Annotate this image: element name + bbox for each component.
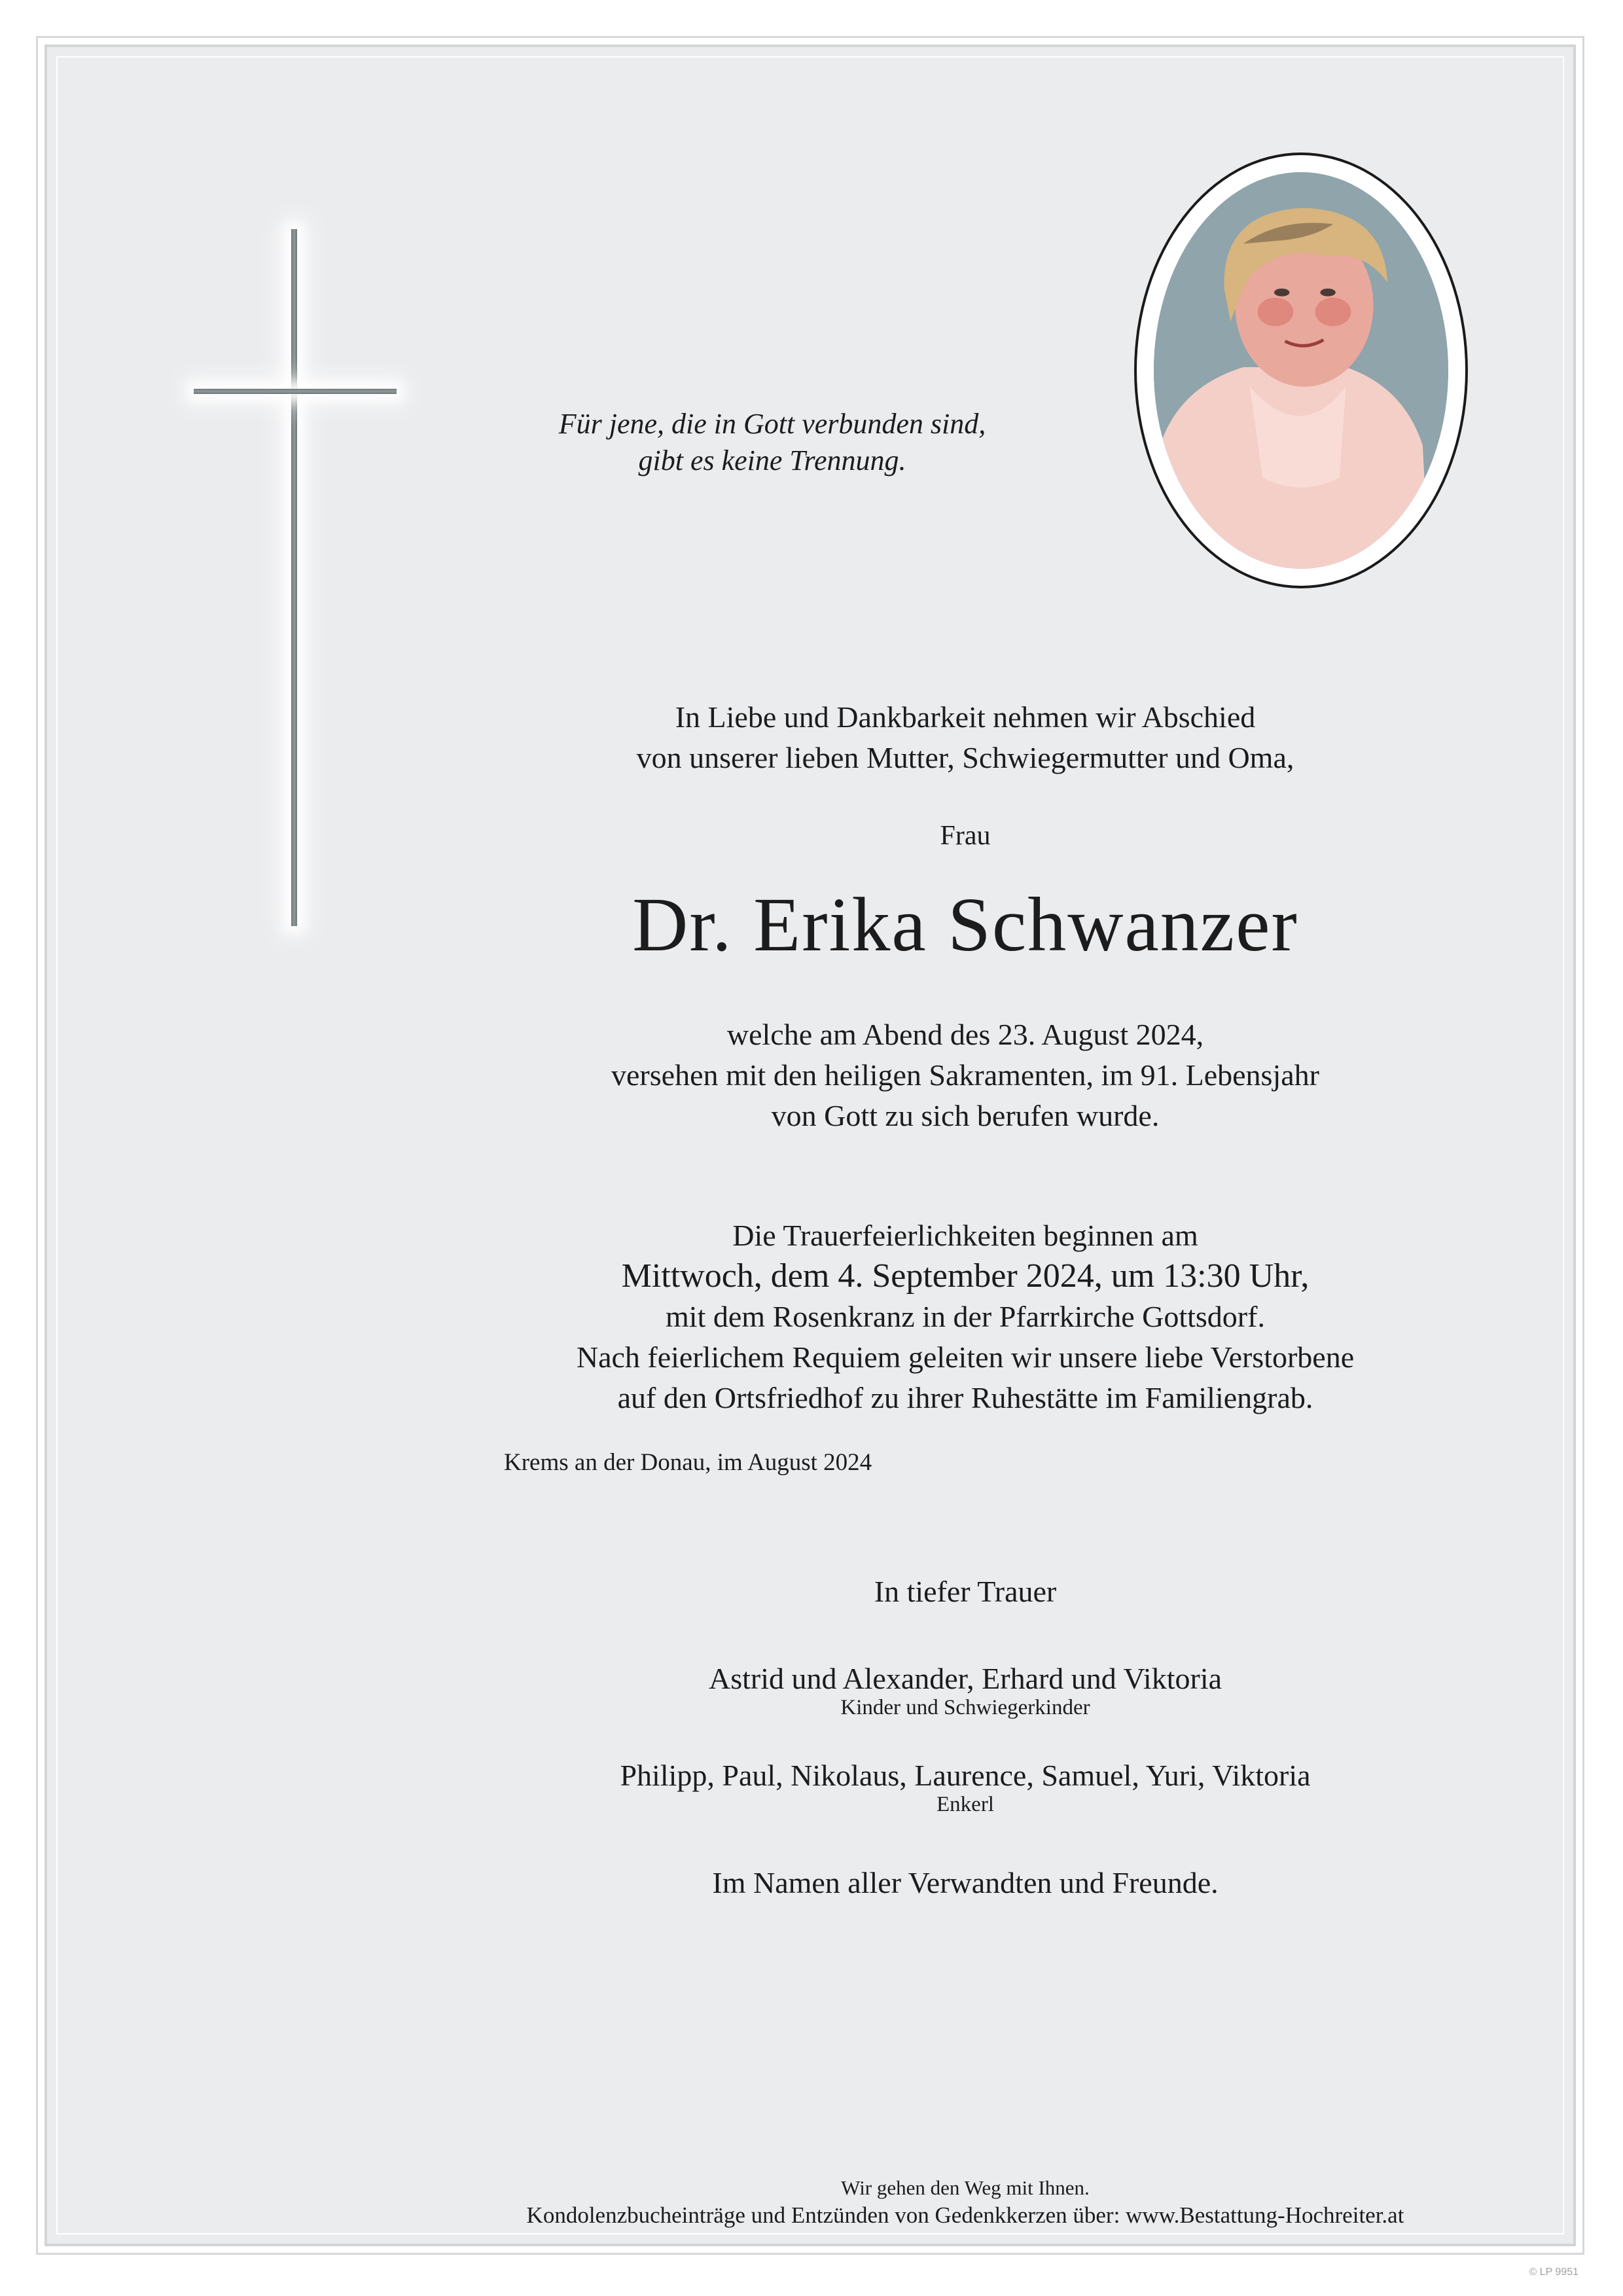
intro-line-1: In Liebe und Dankbarkeit nehmen wir Abschied: [675, 700, 1256, 734]
death-line-1: welche am Abend des 23. August 2024,: [726, 1018, 1204, 1051]
portrait-frame: [1134, 152, 1468, 588]
mourner-names: Philipp, Paul, Nikolaus, Laurence, Samuel, Yuri, Viktoria: [620, 1759, 1311, 1792]
service-line-1: Die Trauerfeierlichkeiten beginnen am: [732, 1219, 1198, 1252]
death-line-3: von Gott zu sich berufen wurde.: [771, 1099, 1160, 1132]
portrait-image: [1154, 172, 1448, 569]
service-line-4: Nach feierlichem Requiem geleiten wir unsere liebe Verstorbene: [576, 1340, 1355, 1374]
mourner-group-children: [458, 1661, 1472, 1720]
copyright-mark: © LP 9951: [1529, 2267, 1578, 2278]
salutation: Frau: [940, 821, 991, 851]
cross-vertical-bar: [291, 229, 297, 926]
death-notice: [458, 1014, 1472, 1136]
death-line-2: versehen mit den heiligen Sakramenten, im 91. Lebensjahr: [611, 1058, 1319, 1092]
footer-tagline: Wir gehen den Weg mit Ihnen.: [841, 2176, 1090, 2199]
service-line-5: auf den Ortsfriedhof zu ihrer Ruhestätte im Familiengrab.: [617, 1381, 1313, 1414]
mourner-relation: Kinder und Schwiegerkinder: [840, 1696, 1090, 1719]
motto-line-2: gibt es keine Trennung.: [638, 444, 906, 476]
cross-horizontal-bar: [194, 389, 397, 394]
portrait-photo: [1154, 172, 1448, 569]
deceased-name: Dr. Erika Schwanzer: [632, 882, 1298, 967]
mourner-relation: Enkerl: [936, 1793, 994, 1816]
motto-quote: [484, 406, 1060, 479]
cross-icon: [194, 229, 397, 926]
service-line-3: mit dem Rosenkranz in der Pfarrkirche Gottsdorf.: [666, 1300, 1265, 1333]
motto-line-1: Für jene, die in Gott verbunden sind,: [558, 408, 986, 440]
mourning-heading: In tiefer Trauer: [874, 1575, 1057, 1608]
intro-text: [458, 697, 1472, 778]
intro-line-2: von unserer lieben Mutter, Schwiegermutter und Oma,: [636, 741, 1294, 774]
closing-line: Im Namen aller Verwandten und Freunde.: [712, 1866, 1219, 1899]
mourner-names: Astrid und Alexander, Erhard und Viktoria: [708, 1662, 1222, 1695]
service-line-2: Mittwoch, dem 4. September 2024, um 13:30 Uhr,: [621, 1257, 1310, 1295]
footer-condolence-link[interactable]: Kondolenzbucheinträge und Entzünden von Gedenkkerzen über: www.Bestattung-Hochreiter.at: [526, 2202, 1404, 2228]
mourner-group-grandchildren: [458, 1758, 1472, 1817]
place-date: Krems an der Donau, im August 2024: [504, 1449, 872, 1476]
service-details: [458, 1215, 1472, 1418]
